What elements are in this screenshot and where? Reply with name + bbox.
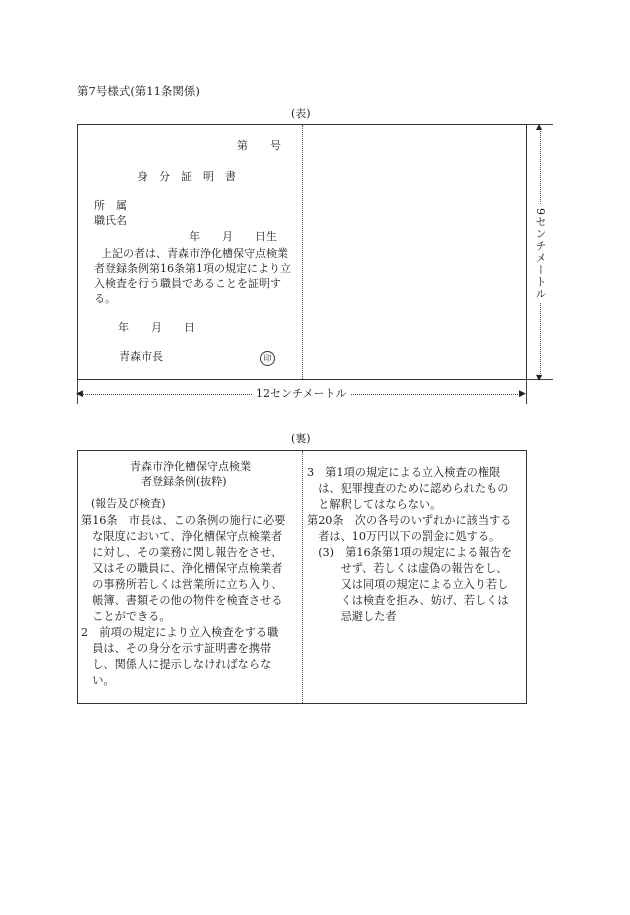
article-line: 帳簿、書類その他の物件を検査させる (81, 594, 283, 607)
arrow-up-icon: ▲ (536, 122, 543, 131)
back-card (77, 450, 527, 704)
back-fold-line (302, 451, 303, 703)
article-line: し、関係人に提示しなければならな (81, 658, 272, 671)
article-line: 3 第1項の規定による立入検査の権限 (307, 466, 501, 479)
article-line: 第16条 市長は、この条例の施行に必要 (81, 514, 286, 527)
front-fold-line (302, 125, 303, 379)
ordinance-title (130, 459, 251, 489)
arrow-down-icon: ▼ (536, 373, 543, 382)
affiliation-label: 所 属 (94, 199, 127, 212)
right-article-text (307, 465, 512, 625)
article-line: せず、若しくは虚偽の報告をし、 (307, 562, 508, 575)
article-line: ことができる。 (81, 610, 171, 623)
section-heading: (報告及び検査) (91, 497, 166, 510)
issue-date: 年 月 日 (118, 321, 195, 334)
certification-text (94, 246, 291, 306)
front-heading: (表) (291, 107, 311, 120)
certification-line: 入検査を行う職員であることを証明す (94, 277, 281, 290)
front-card (77, 124, 527, 380)
official-seal: 印 (260, 351, 275, 366)
article-line: 又はその職員に、浄化槽保守点検業者 (81, 562, 283, 575)
article-line: (3) 第16条第1項の規定による報告を (307, 546, 513, 559)
certificate-title: 身 分 証 明 書 (137, 170, 236, 183)
height-label: 9センチメートル (534, 205, 546, 303)
article-line: の事務所若しくは営業所に立ち入り、 (81, 578, 283, 591)
article-line: い。 (81, 674, 115, 687)
article-line: な限度において、浄化槽保守点検業者 (81, 530, 283, 543)
arrow-left-icon: ◀ (76, 389, 83, 399)
ordinance-title-line: 者登録条例(抜粋) (141, 475, 227, 488)
article-line: は、犯罪捜査のために認められたもの (307, 482, 509, 495)
certification-line: る。 (94, 292, 116, 305)
arrow-right-icon: ▶ (519, 389, 526, 399)
birth-date: 年 月 日生 (189, 230, 277, 243)
certification-line: 上記の者は、青森市浄化槽保守点検業 (101, 247, 288, 260)
left-article-text (81, 513, 285, 689)
certification-line: 者登録条例第16条第1項の規定により立 (94, 262, 291, 275)
article-line: 忌避した者 (307, 610, 397, 623)
name-label: 職氏名 (94, 214, 127, 227)
width-extension-right (526, 380, 527, 404)
back-heading: (裏) (291, 432, 311, 445)
article-line: 員は、その身分を示す証明書を携帯 (81, 642, 272, 655)
article-line: と解釈してはならない。 (307, 498, 442, 511)
article-line: 又は同項の規定による立入り若し (307, 578, 509, 591)
width-label: 12センチメートル (252, 387, 351, 401)
issuer-name: 青森市長 (119, 350, 163, 363)
certificate-number: 第 号 (237, 139, 281, 152)
ordinance-title-line: 青森市浄化槽保守点検業 (130, 460, 251, 473)
article-line: に対し、その業務に関し報告をさせ、 (81, 546, 283, 559)
article-line: 2 前項の規定により立入検査をする職 (81, 626, 279, 639)
form-title: 第7号様式(第11条関係) (77, 84, 200, 98)
article-line: 者は、10万円以下の罰金に処する。 (307, 530, 501, 543)
article-line: 第20条 次の各号のいずれかに該当する (307, 514, 512, 527)
article-line: くは検査を拒み、妨げ、若しくは (307, 594, 509, 607)
